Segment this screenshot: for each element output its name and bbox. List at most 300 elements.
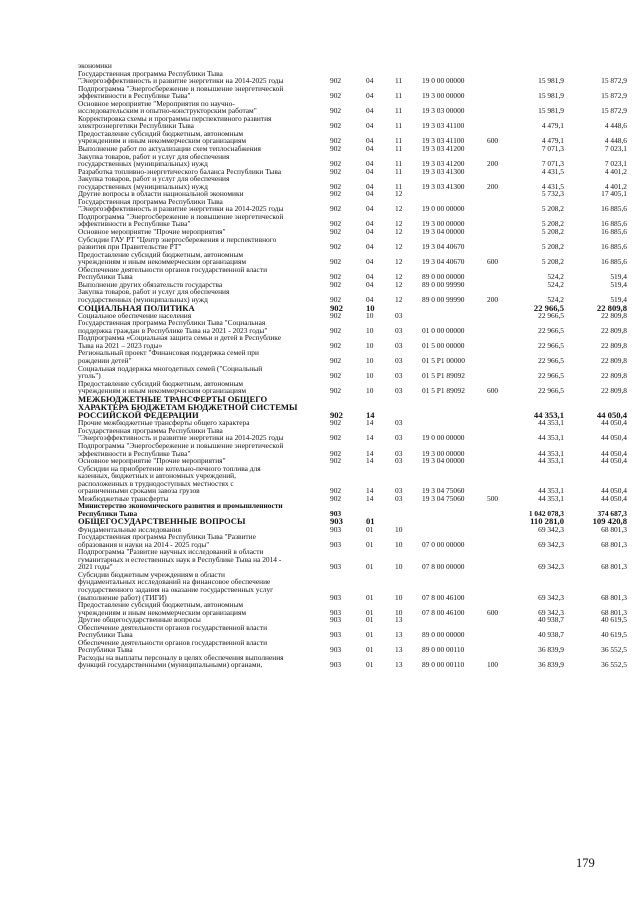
subsection-cell: 12 bbox=[395, 294, 403, 304]
section-cell: 10 bbox=[366, 325, 374, 335]
amount-year1-cell: 69 342,3 bbox=[538, 524, 564, 534]
row-name: Субсидии бюджетным учреждениям в области фундаментальных исследований на финансовое обеспечение государственного задания на оказание государственных услуг (выполнение работ) (ТИГИ) bbox=[78, 569, 274, 602]
subsection-cell: 03 bbox=[395, 418, 403, 428]
table-row bbox=[0, 213, 640, 228]
amount-year1-cell: 40 938,7 bbox=[538, 630, 564, 640]
row-name: Основное мероприятие "Мероприятия по научно- исследовательским и опытно-конструкторским работам" bbox=[78, 98, 257, 116]
amount-year2-cell: 16 885,6 bbox=[601, 219, 627, 229]
subsection-cell: 03 bbox=[395, 371, 403, 381]
row-name: СОЦИАЛЬНАЯ ПОЛИТИКА bbox=[78, 302, 195, 313]
subsection-cell: 13 bbox=[395, 645, 403, 655]
table-row bbox=[0, 442, 640, 457]
section-cell: 14 bbox=[366, 418, 374, 428]
subsection-cell: 12 bbox=[395, 189, 403, 199]
target-article-cell: 89 0 00 00000 bbox=[422, 272, 465, 282]
row-name: Подпрограмма "Энергосбережение и повышение энергетической эффективности в Республике Тыва" bbox=[78, 440, 284, 458]
grbs-cell: 902 bbox=[330, 227, 342, 237]
target-article-cell: 19 3 04 75060 bbox=[422, 493, 465, 503]
amount-year1-cell: 69 342,3 bbox=[538, 562, 564, 572]
row-name: Обеспечение деятельности органов государственной власти Республики Тыва bbox=[78, 637, 268, 655]
row-name: Предоставление субсидий бюджетным, автономным учреждениям и иным некоммерческим организациям bbox=[78, 600, 247, 617]
subsection-cell: 11 bbox=[395, 136, 403, 146]
amount-year2-cell: 4 401,2 bbox=[604, 166, 627, 176]
subsection-cell: 10 bbox=[395, 524, 403, 534]
amount-year2-cell: 68 801,3 bbox=[601, 539, 627, 549]
table-row bbox=[0, 654, 640, 669]
target-article-cell: 01 5 P1 89092 bbox=[422, 371, 465, 381]
amount-year1-cell: 22 966,5 bbox=[538, 340, 564, 350]
amount-year2-cell: 15 872,9 bbox=[601, 76, 627, 86]
row-name: Государственная программа Республики Тыва "Энергоэффективность и развитие энергетики на 2014-2025 годы bbox=[78, 196, 284, 214]
row-name: Государственная программа Республики Тыва "Энергоэффективность и развитие энергетики на 2014-2025 годы bbox=[78, 68, 284, 86]
subsection-cell: 11 bbox=[395, 106, 403, 116]
row-name: Подпрограмма "Энергосбережение и повышение энергетической эффективности в Республике Тыва" bbox=[78, 211, 284, 229]
grbs-cell: 902 bbox=[330, 189, 342, 199]
table-row bbox=[0, 153, 640, 168]
subsection-cell: 11 bbox=[395, 76, 403, 86]
target-article-cell: 19 3 03 41200 bbox=[422, 144, 465, 154]
grbs-cell: 902 bbox=[330, 106, 342, 116]
grbs-cell: 902 bbox=[330, 456, 342, 466]
row-name: Субсидии на приобретение котельно-печного топлива для казенных, бюджетных и автономных учреждений, расположенных в труднодоступных местностях с ограниченными сроками завоза грузов bbox=[78, 463, 261, 496]
section-cell: 01 bbox=[366, 645, 374, 655]
row-name: Предоставление субсидий бюджетным, автономным учреждениям и иным некоммерческим организациям bbox=[78, 378, 247, 396]
amount-year2-cell: 68 801,3 bbox=[601, 592, 627, 602]
grbs-cell: 903 bbox=[330, 524, 342, 534]
amount-year1-cell: 69 342,3 bbox=[538, 539, 564, 549]
grbs-cell: 902 bbox=[330, 166, 342, 176]
table-row bbox=[0, 548, 640, 571]
amount-year2-cell: 16 885,6 bbox=[601, 242, 627, 252]
target-article-cell: 19 3 04 00000 bbox=[422, 456, 465, 466]
grbs-cell: 902 bbox=[330, 418, 342, 428]
amount-year2-cell: 44 050,4 bbox=[601, 486, 627, 496]
grbs-cell: 902 bbox=[330, 493, 342, 503]
row-name: Подпрограмма «Социальная защита семьи и детей в Республике Тыва на 2021 – 2023 годы» bbox=[78, 333, 281, 350]
page-number: 179 bbox=[576, 856, 595, 870]
subsection-cell: 03 bbox=[395, 448, 403, 458]
table-row bbox=[0, 465, 640, 495]
target-article-cell: 01 5 P1 00000 bbox=[422, 355, 465, 365]
grbs-cell: 902 bbox=[330, 410, 343, 421]
section-cell: 04 bbox=[366, 227, 374, 237]
amount-year1-cell: 15 981,9 bbox=[538, 76, 564, 86]
amount-year1-cell: 15 981,9 bbox=[538, 91, 564, 101]
target-article-cell: 89 0 00 99990 bbox=[422, 279, 465, 289]
amount-year2-cell: 36 552,5 bbox=[601, 660, 627, 670]
section-cell: 04 bbox=[366, 136, 374, 146]
grbs-cell: 902 bbox=[330, 386, 342, 396]
target-article-cell: 89 0 00 00110 bbox=[422, 660, 465, 670]
amount-year1-cell: 69 342,3 bbox=[538, 607, 564, 617]
table-row bbox=[0, 198, 640, 213]
row-name: Основное мероприятие "Прочие мероприятия" bbox=[78, 227, 226, 237]
row-name: Региональный проект "Финансовая поддержка семей при рождении детей" bbox=[78, 348, 259, 365]
amount-year1-cell: 44 353,1 bbox=[538, 493, 564, 503]
grbs-cell: 902 bbox=[330, 257, 342, 267]
target-article-cell: 89 0 00 99990 bbox=[422, 294, 465, 304]
row-name: Основное мероприятие "Прочие мероприятия" bbox=[78, 456, 226, 466]
section-cell: 14 bbox=[366, 433, 374, 443]
target-article-cell: 19 0 00 00000 bbox=[422, 76, 465, 86]
amount-year1-cell: 22 966,5 bbox=[538, 371, 564, 381]
amount-year2-cell: 22 809,8 bbox=[596, 302, 627, 313]
amount-year2-cell: 40 619,5 bbox=[601, 615, 627, 625]
section-cell: 04 bbox=[366, 106, 374, 116]
amount-year2-cell: 15 872,9 bbox=[601, 106, 627, 116]
grbs-cell: 902 bbox=[330, 340, 342, 350]
amount-year1-cell: 22 966,5 bbox=[533, 302, 564, 313]
subsection-cell: 11 bbox=[395, 159, 403, 169]
target-article-cell: 07 8 00 00000 bbox=[422, 562, 465, 572]
table-row bbox=[0, 334, 640, 349]
table-row bbox=[0, 175, 640, 190]
table-row bbox=[0, 288, 640, 303]
grbs-cell: 902 bbox=[330, 310, 342, 320]
section-cell: 01 bbox=[366, 592, 374, 602]
grbs-cell: 902 bbox=[330, 204, 342, 214]
table-row bbox=[0, 266, 640, 281]
grbs-cell: 902 bbox=[330, 272, 342, 282]
table-row bbox=[0, 130, 640, 145]
section-cell: 01 bbox=[366, 516, 375, 527]
section-cell: 14 bbox=[366, 410, 375, 421]
expense-type-cell: 100 bbox=[487, 660, 499, 670]
subsection-cell: 12 bbox=[395, 272, 403, 282]
amount-year2-cell: 4 401,2 bbox=[604, 181, 627, 191]
target-article-cell: 19 3 00 00000 bbox=[422, 448, 465, 458]
grbs-cell: 903 bbox=[330, 562, 342, 572]
grbs-cell: 902 bbox=[330, 159, 342, 169]
grbs-cell: 902 bbox=[330, 242, 342, 252]
table-row bbox=[0, 115, 640, 130]
amount-year1-cell: 22 966,5 bbox=[538, 355, 564, 365]
amount-year1-cell: 22 966,5 bbox=[538, 310, 564, 320]
subsection-cell: 10 bbox=[395, 539, 403, 549]
section-cell: 10 bbox=[366, 340, 374, 350]
amount-year1-cell: 40 938,7 bbox=[538, 615, 564, 625]
amount-year1-cell: 44 353,1 bbox=[538, 486, 564, 496]
amount-year2-cell: 16 885,6 bbox=[601, 204, 627, 214]
subsection-cell: 13 bbox=[395, 660, 403, 670]
section-cell: 01 bbox=[366, 630, 374, 640]
table-row bbox=[0, 624, 640, 639]
row-name: МЕЖБЮДЖЕТНЫЕ ТРАНСФЕРТЫ ОБЩЕГО ХАРАКТЕРА БЮДЖЕТАМ БЮДЖЕТНОЙ СИСТЕМЫ РОССИЙСКОЙ ФЕДЕРАЦИИ bbox=[78, 393, 298, 421]
subsection-cell: 11 bbox=[395, 181, 403, 191]
section-cell: 04 bbox=[366, 279, 374, 289]
row-name: Предоставление субсидий бюджетным, автономным учреждениям и иным некоммерческим организациям bbox=[78, 128, 247, 146]
subsection-cell: 11 bbox=[395, 166, 403, 176]
row-name: Подпрограмма "Энергосбережение и повышение энергетической эффективности в Республике Тыва" bbox=[78, 83, 284, 101]
section-cell: 01 bbox=[366, 607, 374, 617]
subsection-cell: 11 bbox=[395, 144, 403, 154]
grbs-cell: 902 bbox=[330, 433, 342, 443]
grbs-cell: 902 bbox=[330, 136, 342, 146]
section-cell: 10 bbox=[366, 371, 374, 381]
section-cell: 14 bbox=[366, 486, 374, 496]
target-article-cell: 19 3 04 75060 bbox=[422, 486, 465, 496]
row-name: Обеспечение деятельности органов государственной власти Республики Тыва bbox=[78, 622, 268, 640]
section-cell: 14 bbox=[366, 493, 374, 503]
amount-year2-cell: 40 619,5 bbox=[601, 630, 627, 640]
target-article-cell: 01 0 00 00000 bbox=[422, 325, 465, 335]
section-cell: 10 bbox=[366, 310, 374, 320]
grbs-cell: 903 bbox=[330, 607, 342, 617]
amount-year2-cell: 68 801,3 bbox=[601, 607, 627, 617]
amount-year2-cell: 22 809,8 bbox=[601, 340, 627, 350]
grbs-cell: 903 bbox=[330, 508, 342, 518]
amount-year1-cell: 4 479,1 bbox=[541, 121, 564, 131]
table-row bbox=[0, 395, 640, 420]
row-name: Другие вопросы в области национальной экономики bbox=[78, 189, 244, 199]
section-cell: 04 bbox=[366, 91, 374, 101]
amount-year1-cell: 524,2 bbox=[547, 272, 564, 282]
amount-year1-cell: 5 208,2 bbox=[541, 219, 564, 229]
table-row bbox=[0, 85, 640, 100]
section-cell: 01 bbox=[366, 562, 374, 572]
table-row bbox=[0, 349, 640, 364]
section-cell: 10 bbox=[366, 386, 374, 396]
amount-year2-cell: 16 885,6 bbox=[601, 257, 627, 267]
amount-year1-cell: 15 981,9 bbox=[538, 106, 564, 116]
grbs-cell: 903 bbox=[330, 645, 342, 655]
target-article-cell: 19 3 00 00000 bbox=[422, 91, 465, 101]
target-article-cell: 19 3 03 41300 bbox=[422, 181, 465, 191]
grbs-cell: 902 bbox=[330, 279, 342, 289]
subsection-cell: 12 bbox=[395, 227, 403, 237]
target-article-cell: 19 3 00 00000 bbox=[422, 219, 465, 229]
target-article-cell: 19 3 03 41200 bbox=[422, 159, 465, 169]
target-article-cell: 01 5 P1 89092 bbox=[422, 386, 465, 396]
target-article-cell: 19 0 00 00000 bbox=[422, 433, 465, 443]
row-name: Социальная поддержка многодетных семей ("Социальный уголь") bbox=[78, 363, 263, 381]
table-row bbox=[0, 427, 640, 442]
amount-year2-cell: 17 405,1 bbox=[601, 189, 627, 199]
amount-year2-cell: 22 809,8 bbox=[601, 355, 627, 365]
subsection-cell: 11 bbox=[395, 121, 403, 131]
amount-year2-cell: 68 801,3 bbox=[601, 562, 627, 572]
row-name: Закупка товаров, работ и услуг для обеспечения государственных (муниципальных) нужд bbox=[78, 287, 230, 304]
amount-year2-cell: 44 050,4 bbox=[601, 493, 627, 503]
target-article-cell: 19 3 04 40670 bbox=[422, 257, 465, 267]
row-name: ОБЩЕГОСУДАРСТВЕННЫЕ ВОПРОСЫ bbox=[78, 516, 246, 527]
table-row bbox=[0, 380, 640, 395]
amount-year2-cell: 7 023,1 bbox=[604, 159, 627, 169]
section-cell: 10 bbox=[366, 355, 374, 365]
amount-year1-cell: 5 208,2 bbox=[541, 242, 564, 252]
section-cell: 04 bbox=[366, 257, 374, 267]
amount-year2-cell: 22 809,8 bbox=[601, 386, 627, 396]
amount-year1-cell: 22 966,5 bbox=[538, 386, 564, 396]
section-cell: 04 bbox=[366, 166, 374, 176]
amount-year1-cell: 36 839,9 bbox=[538, 645, 564, 655]
amount-year2-cell: 15 872,9 bbox=[601, 91, 627, 101]
amount-year2-cell: 22 809,8 bbox=[601, 371, 627, 381]
target-article-cell: 19 3 03 41300 bbox=[422, 166, 465, 176]
row-name: Корректировка схемы и программы перспективного развития электроэнергетики Республики Тыва bbox=[78, 113, 272, 131]
amount-year1-cell: 5 732,3 bbox=[541, 189, 564, 199]
subsection-cell: 12 bbox=[395, 279, 403, 289]
amount-year2-cell: 44 050,4 bbox=[601, 433, 627, 443]
amount-year2-cell: 109 420,8 bbox=[592, 516, 627, 527]
subsection-cell: 12 bbox=[395, 219, 403, 229]
subsection-cell: 03 bbox=[395, 486, 403, 496]
amount-year2-cell: 519,4 bbox=[610, 279, 627, 289]
grbs-cell: 902 bbox=[330, 325, 342, 335]
section-cell: 04 bbox=[366, 204, 374, 214]
amount-year2-cell: 22 809,8 bbox=[601, 310, 627, 320]
table-row bbox=[0, 502, 640, 517]
grbs-cell: 902 bbox=[330, 144, 342, 154]
subsection-cell: 12 bbox=[395, 204, 403, 214]
expense-type-cell: 600 bbox=[487, 607, 499, 617]
table-row bbox=[0, 601, 640, 616]
subsection-cell: 12 bbox=[395, 242, 403, 252]
amount-year1-cell: 44 353,1 bbox=[538, 418, 564, 428]
amount-year2-cell: 36 552,5 bbox=[601, 645, 627, 655]
section-cell: 04 bbox=[366, 242, 374, 252]
subsection-cell: 13 bbox=[395, 630, 403, 640]
expense-type-cell: 600 bbox=[487, 136, 499, 146]
subsection-cell: 03 bbox=[395, 325, 403, 335]
table-row bbox=[0, 319, 640, 334]
subsection-cell: 13 bbox=[395, 615, 403, 625]
amount-year1-cell: 4 479,1 bbox=[541, 136, 564, 146]
amount-year1-cell: 22 966,5 bbox=[538, 325, 564, 335]
row-name: Государственная программа Республики Тыва "Энергоэффективность и развитие энергетики на 2014-2025 годы bbox=[78, 425, 284, 443]
amount-year1-cell: 44 353,1 bbox=[538, 448, 564, 458]
expense-type-cell: 600 bbox=[487, 257, 499, 267]
amount-year1-cell: 5 208,2 bbox=[541, 204, 564, 214]
row-name: Расходы на выплаты персоналу в целях обеспечения выполнения функций государственными (муниципальными) органами, bbox=[78, 652, 284, 670]
amount-year1-cell: 1 042 078,3 bbox=[528, 508, 564, 518]
target-article-cell: 01 5 00 00000 bbox=[422, 340, 465, 350]
subsection-cell: 10 bbox=[395, 592, 403, 602]
target-article-cell: 19 3 03 00000 bbox=[422, 106, 465, 116]
expense-type-cell: 200 bbox=[487, 181, 499, 191]
table-row bbox=[0, 236, 640, 251]
amount-year2-cell: 44 050,4 bbox=[601, 418, 627, 428]
amount-year1-cell: 36 839,9 bbox=[538, 660, 564, 670]
amount-year1-cell: 44 353,1 bbox=[538, 433, 564, 443]
grbs-cell: 903 bbox=[330, 660, 342, 670]
subsection-cell: 03 bbox=[395, 456, 403, 466]
budget-table bbox=[0, 62, 640, 669]
subsection-cell: 03 bbox=[395, 493, 403, 503]
amount-year1-cell: 44 353,1 bbox=[538, 456, 564, 466]
expense-type-cell: 500 bbox=[487, 493, 499, 503]
table-row bbox=[0, 251, 640, 266]
table-row bbox=[0, 639, 640, 654]
target-article-cell: 89 0 00 00110 bbox=[422, 645, 465, 655]
target-article-cell: 19 3 03 41100 bbox=[422, 121, 465, 131]
amount-year2-cell: 519,4 bbox=[610, 294, 627, 304]
target-article-cell: 19 0 00 00000 bbox=[422, 204, 465, 214]
row-name: Предоставление субсидий бюджетным, автономным учреждениям и иным некоммерческим организациям bbox=[78, 249, 247, 267]
row-name: Подпрограмма "Развитие научных исследований в области гуманитарных и естественных наук в Республике Тыва на 2014 - 2021 годы" bbox=[78, 547, 282, 572]
section-cell: 04 bbox=[366, 76, 374, 86]
row-name: Разработка топливно-энергетического баланса Республики Тыва bbox=[78, 166, 282, 176]
amount-year2-cell: 22 809,8 bbox=[601, 325, 627, 335]
expense-type-cell: 600 bbox=[487, 386, 499, 396]
section-cell: 01 bbox=[366, 524, 374, 534]
amount-year1-cell: 7 071,3 bbox=[541, 144, 564, 154]
target-article-cell: 07 8 00 46100 bbox=[422, 607, 465, 617]
amount-year2-cell: 4 448,6 bbox=[604, 136, 627, 146]
grbs-cell: 902 bbox=[330, 448, 342, 458]
expense-type-cell: 200 bbox=[487, 294, 499, 304]
grbs-cell: 903 bbox=[330, 516, 343, 527]
target-article-cell: 07 0 00 00000 bbox=[422, 539, 465, 549]
amount-year2-cell: 44 050,4 bbox=[596, 410, 627, 421]
row-name: Закупка товаров, работ и услуг для обеспечения государственных (муниципальных) нужд bbox=[78, 174, 230, 191]
amount-year2-cell: 44 050,4 bbox=[601, 456, 627, 466]
subsection-cell: 03 bbox=[395, 355, 403, 365]
section-cell: 01 bbox=[366, 539, 374, 549]
row-name: Выполнение других обязательств государства bbox=[78, 279, 223, 289]
row-name: Межбюджетные трансферты bbox=[78, 493, 169, 503]
amount-year2-cell: 519,4 bbox=[610, 272, 627, 282]
section-cell: 04 bbox=[366, 294, 374, 304]
table-row bbox=[0, 365, 640, 380]
amount-year2-cell: 16 885,6 bbox=[601, 227, 627, 237]
row-name: Закупка товаров, работ и услуг для обеспечения государственных (муниципальных) нужд bbox=[78, 151, 230, 169]
section-cell: 04 bbox=[366, 189, 374, 199]
grbs-cell: 902 bbox=[330, 371, 342, 381]
target-article-cell: 19 3 04 00000 bbox=[422, 227, 465, 237]
table-row bbox=[0, 70, 640, 85]
row-name: Фундаментальные исследования bbox=[78, 524, 182, 534]
section-cell: 04 bbox=[366, 121, 374, 131]
row-name: Государственная программа Республики Тыва "Социальная поддержка граждан в Республике Тыва на 2021 - 2023 годы" bbox=[78, 318, 268, 335]
section-cell: 04 bbox=[366, 159, 374, 169]
row-name: Обеспечение деятельности органов государственной власти Республики Тыва bbox=[78, 264, 268, 282]
table-row bbox=[0, 571, 640, 601]
target-article-cell: 89 0 00 00000 bbox=[422, 630, 465, 640]
subsection-cell: 11 bbox=[395, 91, 403, 101]
grbs-cell: 902 bbox=[330, 181, 342, 191]
section-cell: 04 bbox=[366, 219, 374, 229]
table-row bbox=[0, 533, 640, 548]
target-article-cell: 19 3 04 40670 bbox=[422, 242, 465, 252]
section-cell: 10 bbox=[366, 302, 375, 313]
grbs-cell: 902 bbox=[330, 121, 342, 131]
amount-year1-cell: 110 281,0 bbox=[530, 516, 564, 527]
target-article-cell: 19 3 03 41100 bbox=[422, 136, 465, 146]
grbs-cell: 903 bbox=[330, 592, 342, 602]
grbs-cell: 902 bbox=[330, 76, 342, 86]
amount-year1-cell: 524,2 bbox=[547, 279, 564, 289]
amount-year2-cell: 68 801,3 bbox=[601, 524, 627, 534]
table-row bbox=[0, 100, 640, 115]
row-name: Субсидии ГАУ РТ "Центр энергосбережения и перспективного развития при Правительстве РТ" bbox=[78, 234, 277, 252]
amount-year1-cell: 44 353,1 bbox=[533, 410, 564, 421]
amount-year2-cell: 7 023,1 bbox=[604, 144, 627, 154]
amount-year2-cell: 44 050,4 bbox=[601, 448, 627, 458]
subsection-cell: 12 bbox=[395, 257, 403, 267]
row-name: Государственная программа Республики Тыва "Развитие образования и науки на 2014 - 2025 годы" bbox=[78, 532, 256, 549]
grbs-cell: 902 bbox=[330, 355, 342, 365]
section-cell: 14 bbox=[366, 456, 374, 466]
amount-year1-cell: 5 208,2 bbox=[541, 257, 564, 267]
expense-type-cell: 200 bbox=[487, 159, 499, 169]
section-cell: 14 bbox=[366, 448, 374, 458]
amount-year1-cell: 7 071,3 bbox=[541, 159, 564, 169]
amount-year2-cell: 374 687,3 bbox=[597, 508, 627, 518]
section-cell: 01 bbox=[366, 660, 374, 670]
row-name: экономики bbox=[78, 61, 112, 70]
row-name: Министерство экономического развития и промышленности Республики Тыва bbox=[78, 501, 283, 518]
